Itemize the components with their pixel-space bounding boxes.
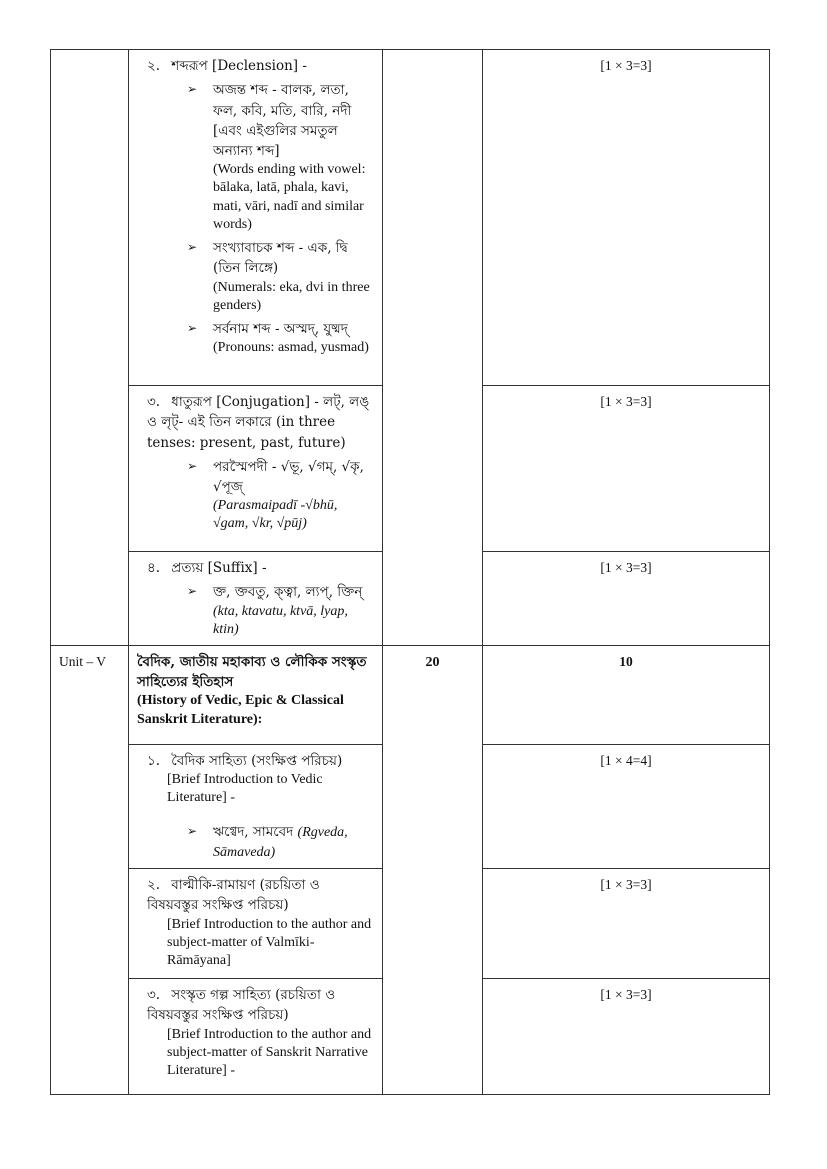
syllabus-table: [50, 49, 770, 1095]
arrow-bullet-icon: ➢: [187, 82, 198, 97]
table-row-declension: [51, 50, 770, 386]
bullet-text-en: (Rgveda, Sāmaveda): [213, 824, 348, 860]
topic-heading: শব্দরূপ [Declension] -: [171, 58, 307, 74]
topic-heading-bn: সংস্কৃত গল্প সাহিত্য (রচয়িতা ও বিষয়বস্তুর সংক্ষিপ্ত পরিচয়): [147, 987, 336, 1024]
bullet-item: [187, 80, 374, 234]
bullet-text-bn: পরস্মৈপদী - √ভূ, √গম্‌, √কৃ, √পূজ্‌: [213, 458, 364, 495]
item-number: ২.: [147, 58, 161, 74]
bullet-item: [187, 319, 374, 357]
bullet-item: [187, 238, 374, 315]
item-number: ২.: [147, 877, 161, 893]
topic-cell-conjugation: [129, 386, 383, 552]
topic-cell-unit-5-title: [129, 645, 383, 744]
topic-heading: ধাতুরূপ [Conjugation] - লট্‌, লঙ্‌ ও লৃট্‌- এই তিন লকারে (in three tenses: present, past, future): [147, 394, 370, 451]
hours-cell-empty: [383, 50, 483, 646]
bullet-text-en: (Numerals: eka, dvi in three genders): [213, 279, 370, 313]
arrow-bullet-icon: ➢: [187, 584, 198, 599]
arrow-bullet-icon: ➢: [187, 320, 198, 335]
marks-cell: [1 × 3=3]: [483, 979, 770, 1095]
hours-value: 20: [383, 645, 483, 1094]
topic-cell-declension: [129, 50, 383, 386]
bullet-text-bn: অজন্ত শব্দ - বালক, লতা, ফল, কবি, মতি, বারি, নদী [এবং এইগুলির সমতুল অন্যান্য শব্দ]: [213, 82, 352, 159]
table-row-unit-5: [51, 645, 770, 744]
topic-heading-bn: বাল্মীকি-রামায়ণ (রচয়িতা ও বিষয়বস্তুর সংক্ষিপ্ত পরিচয়): [147, 877, 320, 914]
item-number: ৩.: [147, 987, 161, 1003]
bullet-text-en: (Pronouns: asmad, yusmad): [213, 340, 369, 356]
marks-cell: [1 × 4=4]: [483, 744, 770, 868]
marks-cell: [1 × 3=3]: [483, 50, 770, 386]
bullet-item: [187, 822, 374, 863]
bullet-text-bn: ক্ত, ক্তবতু, ক্ত্বা, ল্যপ্‌, ক্তিন্‌: [213, 584, 363, 601]
topic-cell-vedic: [129, 744, 383, 868]
bullet-text-bn: সর্বনাম শব্দ - অস্মদ্‌, যুষ্মদ্‌: [213, 320, 348, 337]
item-number: ৪.: [147, 560, 161, 576]
topic-cell-ramayana: [129, 869, 383, 979]
topic-cell-suffix: [129, 552, 383, 646]
bullet-text-en: (kta, ktavatu, ktvā, lyap, ktin): [213, 603, 348, 637]
arrow-bullet-icon: ➢: [187, 240, 198, 254]
topic-heading-bn: বৈদিক সাহিত্য (সংক্ষিপ্ত পরিচয়): [171, 752, 343, 769]
unit-cell-empty: [51, 50, 129, 646]
bullet-text-en: (Words ending with vowel: bālaka, latā, phala, kavi, mati, vāri, nadī and similar words): [213, 162, 366, 232]
item-number: ৩.: [147, 394, 161, 410]
bullet-text-bn: ঋগ্বেদ, সামবেদ: [213, 823, 294, 840]
unit-title-bn: বৈদিক, জাতীয় মহাকাব্য ও লৌকিক সংস্কৃত সাহিত্যের ইতিহাস: [137, 653, 367, 691]
bullet-item: [187, 582, 374, 639]
topic-heading-en: [Brief Introduction to the author and subject-matter of Valmīki-Rāmāyana]: [167, 916, 372, 968]
marks-cell: [1 × 3=3]: [483, 869, 770, 979]
arrow-bullet-icon: ➢: [187, 458, 198, 473]
unit-label: Unit – V: [51, 645, 129, 1094]
bullet-text-en: (Parasmaipadī -√bhū, √gam, √kr, √pūj): [213, 498, 338, 532]
item-number: ১.: [147, 752, 161, 769]
marks-cell: [1 × 3=3]: [483, 386, 770, 552]
topic-heading: প্রত্যয় [Suffix] -: [171, 560, 267, 576]
arrow-bullet-icon: ➢: [187, 823, 198, 838]
marks-cell: [1 × 3=3]: [483, 552, 770, 646]
bullet-item: [187, 457, 374, 534]
bullet-text-bn: সংখ্যাবাচক শব্দ - এক, দ্বি (তিন লিঙ্গে): [213, 240, 348, 277]
topic-heading-en: [Brief Introduction to the author and subject-matter of Sanskrit Narrative Literature] -: [167, 1026, 372, 1078]
topic-cell-narrative: [129, 979, 383, 1095]
marks-total: 10: [483, 645, 770, 744]
unit-title-en: (History of Vedic, Epic & Classical Sanskrit Literature):: [137, 693, 344, 727]
topic-heading-en: [Brief Introduction to Vedic Literature] -: [167, 772, 323, 806]
